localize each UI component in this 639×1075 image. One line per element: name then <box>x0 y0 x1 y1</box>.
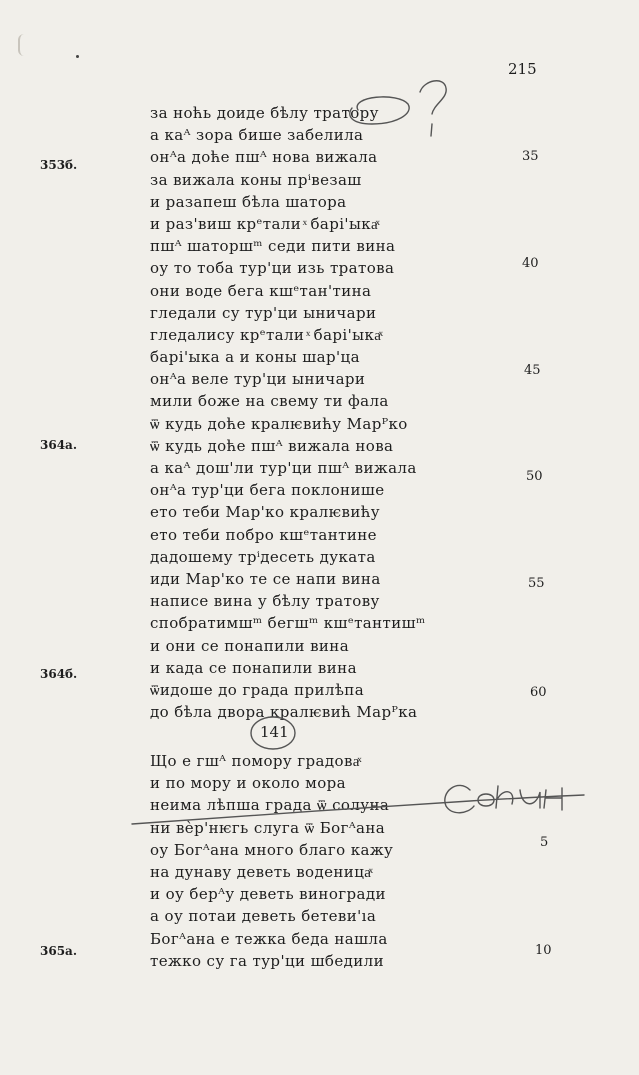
verse-line: Що е гшᴬ помору градоваͯ <box>150 752 360 770</box>
handwritten-annotation-label: Солун <box>450 800 454 801</box>
line-number: 55 <box>528 576 545 591</box>
verse-line: ето теби побро кшᵉтантине <box>150 525 377 544</box>
verse-line: а оу потаи деветь бетеви'ıа <box>150 907 377 926</box>
verse-line: ѿидоше до града прилѣпа <box>150 680 365 699</box>
verse-line: спобратимшᵐ бегшᵐ кшᵉтантишᵐ <box>150 614 426 633</box>
margin-ref-4: 365а. <box>40 944 78 958</box>
question-mark <box>420 81 446 114</box>
verse-line: гледали су тур'ци ыничари <box>150 303 377 322</box>
verse-line: за вижала коны прⁱвезаш <box>150 170 362 189</box>
verse-line: тежко су га тур'ци шбедили <box>150 951 384 970</box>
verse-line: за ноћь доиде бѣлу тратору <box>150 104 379 122</box>
line-number: 5 <box>540 835 549 850</box>
verse-line: до бѣла двора кралѥвић Марᴾка <box>150 703 418 722</box>
page-number: 215 <box>508 60 537 78</box>
verse-line: пшᴬ шаторшᵐ седи пити вина <box>150 237 396 256</box>
verse-line: онᴬа веле тур'ци ыничари <box>150 370 366 389</box>
line-number: 60 <box>530 685 547 700</box>
verse-line: и они се понапили вина <box>150 636 350 655</box>
verse-line: написе вина у бѣлу тратову <box>150 592 380 611</box>
verse-line: гледалису крᵉтали ͯ барi'ыкаͯ <box>150 325 382 344</box>
song-number-circle <box>251 717 295 749</box>
verse-line: онᴬа доће пшᴬ нова вижала <box>150 148 378 167</box>
verse-line: и када се понапили вина <box>150 658 357 677</box>
verse-line: онᴬа тур'ци бега поклонише <box>150 481 385 500</box>
verse-line: оу то тоба тур'ци изь тратова <box>150 259 395 278</box>
verse-line: ни вѐр'нѥгь слуга ѿ Богᴬана <box>150 818 386 837</box>
verse-line: а каᴬ зора бише забелила <box>150 126 364 145</box>
verse-line: а каᴬ дош'ли тур'ци пшᴬ вижала <box>150 459 417 477</box>
verse-line: неима лѣпша града ѿ солуна <box>150 796 390 815</box>
underline-stroke <box>132 795 584 824</box>
line-number: 10 <box>535 943 552 958</box>
verse-line: на дунаву деветь воденицаͯ <box>150 862 372 881</box>
margin-ref-2: 364а. <box>40 438 78 452</box>
margin-ref-3: 364б. <box>40 667 78 681</box>
verse-line: они воде бега кшᵉтан'тина <box>150 281 372 300</box>
line-number: 40 <box>522 256 539 271</box>
line-number: 35 <box>522 149 539 164</box>
question-mark-stroke <box>431 124 432 136</box>
verse-line: ето теби Мар'ко кралѥвићу <box>150 503 381 522</box>
verse-line: мили боже на свему ти фала <box>150 392 389 411</box>
pencil-oval-mark <box>350 97 409 124</box>
verse-line: ѿ кудь доће пшᴬ вижала нова <box>150 436 394 455</box>
verse-line: и разапеш бѣла шатора <box>150 192 347 211</box>
verse-line: и по мору и около мора <box>150 774 347 793</box>
verse-line: и оу берᴬу деветь виногради <box>150 885 386 904</box>
verse-line: барi'ыка а и коны шар'ца <box>150 348 360 367</box>
line-number: 50 <box>526 469 543 484</box>
verse-line: оу Богᴬана много благо кажу <box>150 840 394 859</box>
verse-line: иди Мар'ко те се напи вина <box>150 569 381 588</box>
line-number: 45 <box>524 363 541 378</box>
margin-ref-1: 353б. <box>40 158 78 172</box>
verse-line: дадошему трⁱдесеть дуката <box>150 547 376 566</box>
song-number: 141 <box>260 723 289 741</box>
verse-line: Богᴬана е тежка беда нашла <box>150 929 388 948</box>
verse-line: и раз'виш крᵉтали ͯ барi'ыкаͯ <box>150 214 379 233</box>
verse-line: ѿ кудь доће кралѥвићу Марᴾко <box>150 414 408 433</box>
